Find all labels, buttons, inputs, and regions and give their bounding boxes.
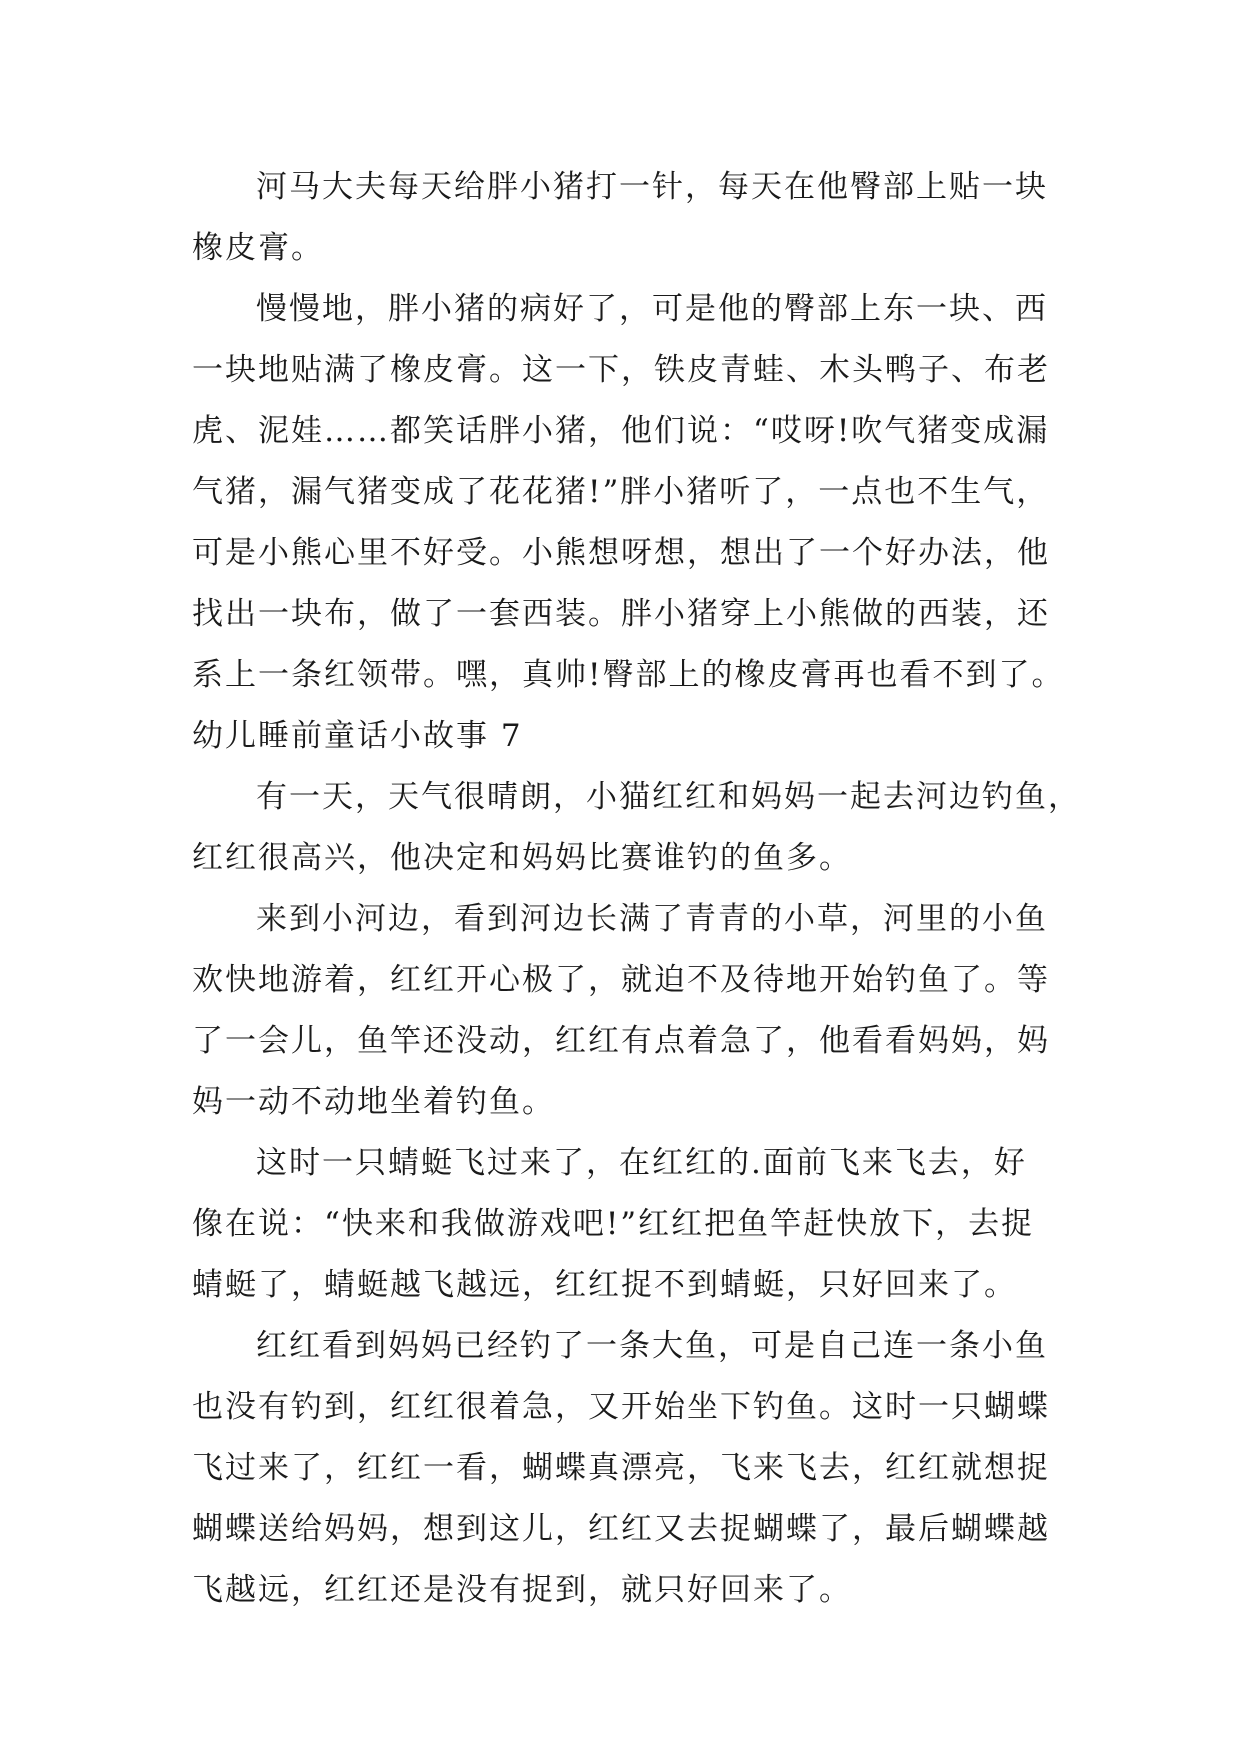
- text-line: 妈一动不动地坐着钓鱼。: [192, 1084, 555, 1120]
- text-line: 来到小河边，看到河边长满了青青的小草，河里的小鱼: [256, 901, 1048, 937]
- paragraph-butterfly: [192, 1316, 1072, 1621]
- text-line: 橡皮膏。: [192, 230, 324, 266]
- text-line: 一块地贴满了橡皮膏。这一下，铁皮青蛙、木头鸭子、布老: [192, 352, 1050, 388]
- text-line: 蝴蝶送给妈妈，想到这儿，红红又去捉蝴蝶了，最后蝴蝶越: [192, 1511, 1050, 1547]
- text-line: 像在说：“快来和我做游戏吧!”红红把鱼竿赶快放下，去捉: [192, 1206, 1035, 1242]
- text-line: 这时一只蜻蜓飞过来了，在红红的.面前飞来飞去，好: [256, 1145, 1027, 1181]
- paragraph-river-side: [192, 889, 1072, 1133]
- heading-line: 幼儿睡前童话小故事 7: [192, 718, 523, 754]
- text-line: 系上一条红领带。嘿，真帅!臀部上的橡皮膏再也看不到了。: [192, 657, 1065, 693]
- text-line: 红红很高兴，他决定和妈妈比赛谁钓的鱼多。: [192, 840, 852, 876]
- text-line: 虎、泥娃……都笑话胖小猪，他们说：“哎呀!吹气猪变成漏: [192, 413, 1050, 449]
- text-line: 慢慢地，胖小猪的病好了，可是他的臀部上东一块、西: [256, 291, 1048, 327]
- paragraph-pig-recovers: [192, 279, 1072, 706]
- paragraph-fishing-day: [192, 767, 1081, 889]
- text-line: 飞过来了，红红一看，蝴蝶真漂亮，飞来飞去，红红就想捉: [192, 1450, 1050, 1486]
- text-line: 了一会儿，鱼竿还没动，红红有点着急了，他看看妈妈，妈: [192, 1023, 1050, 1059]
- text-line: 有一天，天气很晴朗，小猫红红和妈妈一起去河边钓鱼，: [256, 779, 1081, 815]
- paragraph-hippo-doctor: [192, 157, 1072, 279]
- text-line: 找出一块布，做了一套西装。胖小猪穿上小熊做的西装，还: [192, 596, 1050, 632]
- document-body: [192, 157, 1081, 1621]
- text-line: 飞越远，红红还是没有捉到，就只好回来了。: [192, 1572, 852, 1608]
- text-line: 红红看到妈妈已经钓了一条大鱼，可是自己连一条小鱼: [256, 1328, 1048, 1364]
- text-line: 也没有钓到，红红很着急，又开始坐下钓鱼。这时一只蝴蝶: [192, 1389, 1050, 1425]
- section-heading: [192, 706, 1072, 767]
- paragraph-dragonfly: [192, 1133, 1072, 1316]
- text-line: 河马大夫每天给胖小猪打一针，每天在他臀部上贴一块: [256, 169, 1048, 205]
- text-line: 蜻蜓了，蜻蜓越飞越远，红红捉不到蜻蜓，只好回来了。: [192, 1267, 1017, 1303]
- text-line: 可是小熊心里不好受。小熊想呀想，想出了一个好办法，他: [192, 535, 1050, 571]
- text-line: 欢快地游着，红红开心极了，就迫不及待地开始钓鱼了。等: [192, 962, 1050, 998]
- text-line: 气猪，漏气猪变成了花花猪!”胖小猪听了，一点也不生气，: [192, 474, 1050, 510]
